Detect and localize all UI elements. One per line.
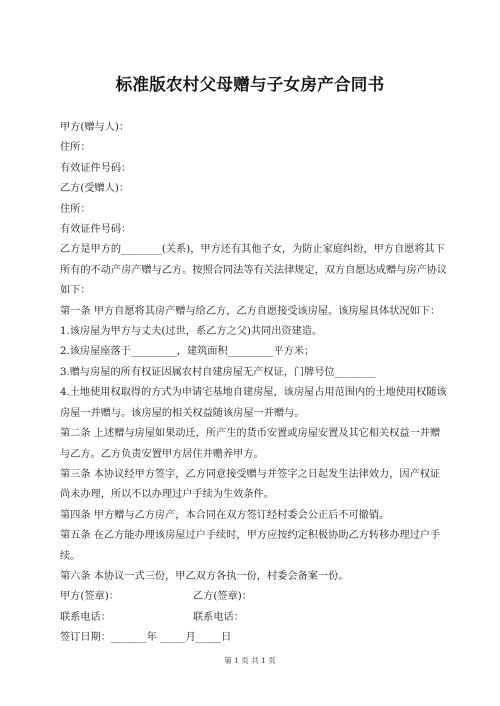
article-1-item-2: 2.该房屋座落于_________，建筑面积_________平方米； xyxy=(60,346,315,358)
preamble-paragraph: 乙方是甲方的________(关系)，甲方还有其他子女，为防止家庭纠纷，甲方自愿将其下所有的不动产房产赠与乙方。按照合同法等有关法律规定，双方自愿达成赠与房产协议如下： xyxy=(60,244,448,297)
party-b-line: 乙方(受赠人)： xyxy=(60,183,130,195)
sign-date-line: 签订日期：_______年 _____月_____日 xyxy=(60,632,232,644)
party-a-address-line: 住所： xyxy=(60,142,91,154)
phone-row xyxy=(60,608,448,628)
article-1: 第一条 甲方自愿将其房产赠与给乙方，乙方自愿接受该房屋。该房屋具体状况如下： xyxy=(60,305,441,317)
article-3: 第三条 本协议经甲方签字，乙方同意接受赠与并签字之日起发生法律效力，因产权证尚未办理，所以不以办理过户手续为生效条件。 xyxy=(60,468,441,501)
party-b-address-line: 住所： xyxy=(60,203,91,215)
article-1-item-1: 1.该房屋为甲方与丈夫(过世，系乙方之父)共同出资建造。 xyxy=(60,326,323,338)
signature-row xyxy=(60,587,448,607)
party-a-line: 甲方(赠与人)： xyxy=(60,122,130,133)
document-title: 标准版农村父母赠与子女房产合同书 xyxy=(115,75,385,94)
article-4: 第四条 甲方赠与乙方房产，本合同在双方签订经村委会公正后不可撤销。 xyxy=(60,509,390,521)
article-6: 第六条 本协议一式三份，甲乙双方各执一份，村委会备案一份。 xyxy=(60,570,349,582)
article-1-item-4: 4.土地使用权取得的方式为申请宅基地自建房屋，该房屋占用范围内的土地使用权随该房屋一并赠与。该房屋的相关权益随该房屋一并赠与。 xyxy=(60,387,447,419)
party-b-id-line: 有效证件号码： xyxy=(60,224,132,236)
party-a-signature: 甲方(签章)： xyxy=(60,591,119,603)
article-5: 第五条 在乙方能办理该房屋过户手续时，甲方应按约定积极协助乙方转移办理过户手续。 xyxy=(60,530,441,562)
party-b-phone: 联系电话： xyxy=(193,611,244,623)
party-a-id-line: 有效证件号码： xyxy=(60,162,132,174)
document-body xyxy=(60,118,448,649)
party-a-phone: 联系电话： xyxy=(60,611,111,623)
article-1-item-3: 3.赠与房屋的所有权证因属农村自建房屋无产权证，门牌号位________ xyxy=(60,366,376,378)
party-b-signature: 乙方(签章)： xyxy=(193,591,252,603)
article-2: 第二条 上述赠与房屋如果动迁，所产生的货币安置或房屋安置及其它相关权益一并赠与乙方。乙方负责安置甲方居住并赡养甲方。 xyxy=(60,428,441,460)
page-footer: 第 1 页 共 1 页 xyxy=(224,656,276,665)
